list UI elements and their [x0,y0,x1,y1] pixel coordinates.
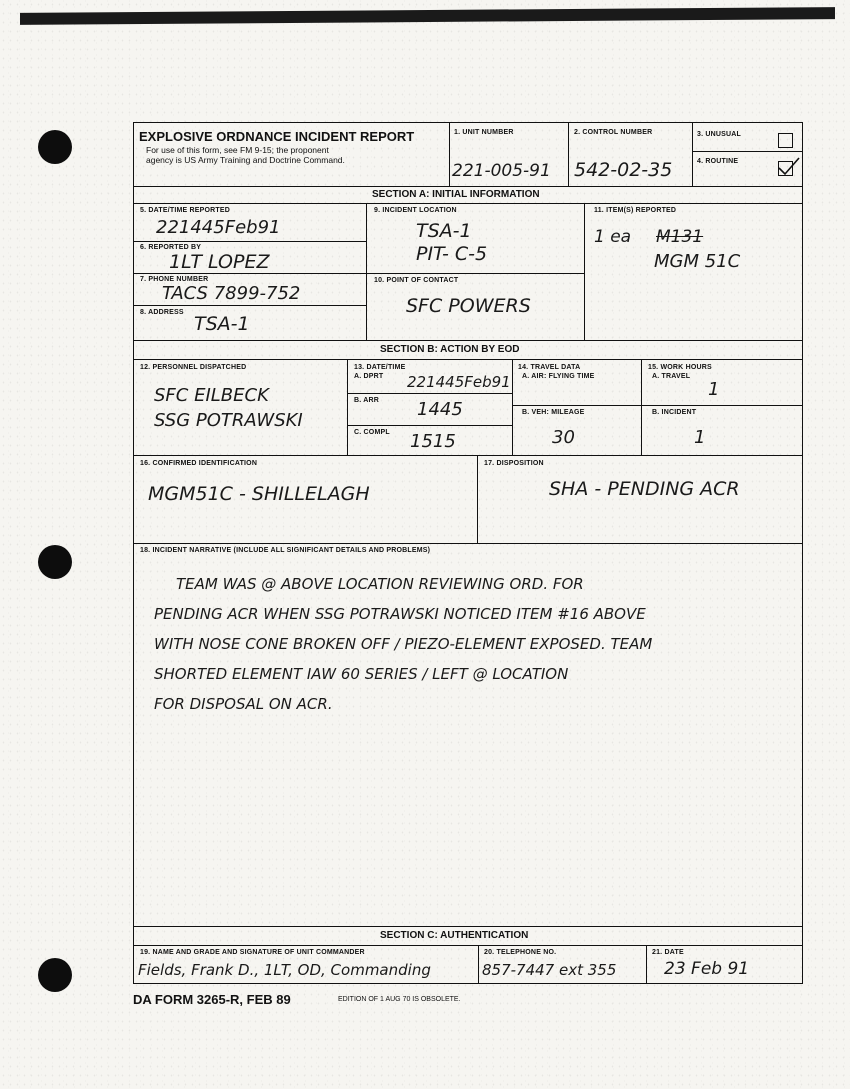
form-title: EXPLOSIVE ORDNANCE INCIDENT REPORT [139,129,415,144]
control-number-label: 2. CONTROL NUMBER [574,129,653,136]
incident-report-form [133,122,803,984]
date-label: 21. DATE [652,949,684,956]
section-b-heading: SECTION B: ACTION BY EOD [380,344,520,355]
unit-number-label: 1. UNIT NUMBER [454,129,514,136]
work-travel-label: A. TRAVEL [652,373,691,380]
phone-number-label: 7. PHONE NUMBER [140,276,209,283]
veh-mileage-value[interactable]: 30 [552,427,575,448]
section-c-heading: SECTION C: AUTHENTICATION [380,930,529,941]
veh-mileage-label: B. VEH: MILEAGE [522,409,585,416]
narrative-line-2: PENDING ACR WHEN SSG POTRAWSKI NOTICED ITEM #16 ABOVE [154,605,646,623]
arr-value[interactable]: 1445 [417,399,463,420]
compl-label: C. COMPL [354,429,390,436]
items-reported-qty[interactable]: 1 ea [594,227,632,247]
incident-narrative-label: 18. INCIDENT NARRATIVE (INCLUDE ALL SIGNIFICANT DETAILS AND PROBLEMS) [140,547,431,554]
travel-data-label: 14. TRAVEL DATA [518,364,581,371]
address-value[interactable]: TSA-1 [194,313,250,335]
work-travel-value[interactable]: 1 [708,379,720,400]
narrative-line-5: FOR DISPOSAL ON ACR. [154,695,333,713]
routine-label: 4. ROUTINE [697,158,739,165]
point-of-contact-value[interactable]: SFC POWERS [406,295,531,317]
date-time-label: 13. DATE/TIME [354,364,406,371]
form-number-footer: DA FORM 3265-R, FEB 89 [133,992,291,1007]
punch-hole-top [38,130,72,164]
disposition-value[interactable]: SHA - PENDING ACR [549,478,740,500]
date-time-reported-value[interactable]: 221445Feb91 [156,217,281,238]
form-subtitle-2: agency is US Army Training and Doctrine Command. [146,155,345,165]
commander-name-value[interactable]: Fields, Frank D., 1LT, OD, Commanding [138,961,431,979]
unusual-label: 3. UNUSUAL [697,131,742,138]
air-flying-time-label: A. AIR: FLYING TIME [522,373,595,380]
telephone-label: 20. TELEPHONE NO. [484,949,557,956]
items-reported-struck: M131 [656,227,704,247]
dprt-value[interactable]: 221445Feb91 [407,373,511,391]
date-time-reported-label: 5. DATE/TIME REPORTED [140,207,231,214]
edition-note: EDITION OF 1 AUG 70 IS OBSOLETE. [338,996,461,1003]
confirmed-identification-label: 16. CONFIRMED IDENTIFICATION [140,460,258,467]
arr-label: B. ARR [354,397,380,404]
section-a-heading: SECTION A: INITIAL INFORMATION [372,189,540,200]
unusual-checkbox[interactable] [778,133,793,148]
personnel-dispatched-label: 12. PERSONNEL DISPATCHED [140,364,247,371]
punch-hole-middle [38,545,72,579]
unit-number-value[interactable]: 221-005-91 [452,161,551,181]
work-incident-label: B. INCIDENT [652,409,697,416]
personnel-2-value[interactable]: SSG POTRAWSKI [154,410,303,431]
work-hours-label: 15. WORK HOURS [648,364,712,371]
reported-by-label: 6. REPORTED BY [140,244,202,251]
form-subtitle-1: For use of this form, see FM 9-15; the proponent [146,145,329,155]
confirmed-identification-value[interactable]: MGM51C - SHILLELAGH [148,483,370,505]
incident-location-line1[interactable]: TSA-1 [416,220,472,242]
items-reported-value[interactable]: MGM 51C [654,251,741,272]
control-number-value[interactable]: 542-02-35 [574,159,673,181]
dprt-label: A. DPRT [354,373,384,380]
incident-location-line2[interactable]: PIT- C-5 [416,243,488,265]
incident-location-label: 9. INCIDENT LOCATION [374,207,457,214]
routine-checkbox[interactable] [778,161,793,176]
narrative-line-3: WITH NOSE CONE BROKEN OFF / PIEZO-ELEMENT EXPOSED. TEAM [154,635,653,653]
date-value[interactable]: 23 Feb 91 [664,959,750,979]
personnel-1-value[interactable]: SFC EILBECK [154,385,269,406]
phone-number-value[interactable]: TACS 7899-752 [162,283,301,304]
reported-by-value[interactable]: 1LT LOPEZ [169,251,270,273]
checkmark-icon [777,156,801,176]
narrative-line-4: SHORTED ELEMENT IAW 60 SERIES / LEFT @ LOCATION [154,665,569,683]
telephone-value[interactable]: 857-7447 ext 355 [482,961,617,979]
narrative-line-1: TEAM WAS @ ABOVE LOCATION REVIEWING ORD. FOR [176,575,584,593]
items-reported-label: 11. ITEM(S) REPORTED [594,207,677,214]
incident-narrative[interactable] [154,569,794,719]
compl-value[interactable]: 1515 [410,431,456,452]
address-label: 8. ADDRESS [140,309,184,316]
commander-name-label: 19. NAME AND GRADE AND SIGNATURE OF UNIT COMMANDER [140,949,365,956]
disposition-label: 17. DISPOSITION [484,460,544,467]
work-incident-value[interactable]: 1 [694,427,706,448]
punch-hole-bottom [38,958,72,992]
point-of-contact-label: 10. POINT OF CONTACT [374,277,459,284]
